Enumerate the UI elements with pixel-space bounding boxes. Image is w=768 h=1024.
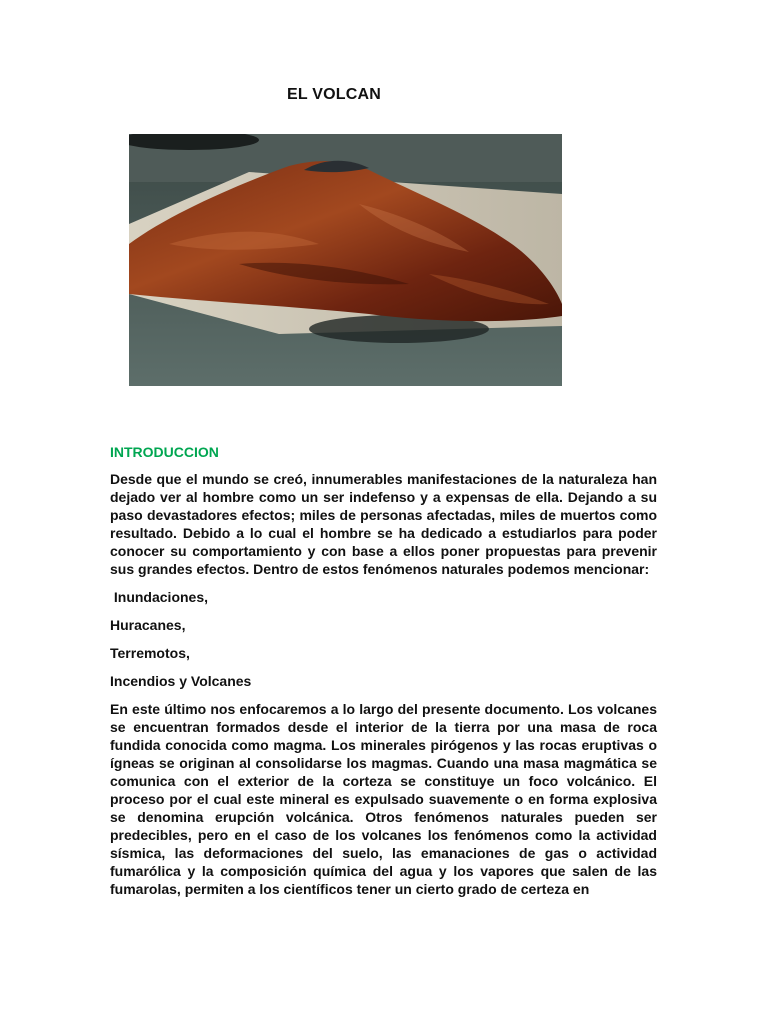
phenomenon-item: Inundaciones, [110, 589, 209, 605]
body-paragraph: En este último nos enfocaremos a lo largo del presente documento. Los volcanes se encuentran formados desde el interior de la tierra por una masa de roca fundida conocida como magma. Los minerales pirógenos y las rocas eruptivas o ígneas se originan al consolidarse los magmas. Cuando una masa magmática se comunica con el exterior de la corteza se constituye un foco volcánico. El proceso por el cual este mineral es expulsado suavemente o en forma explosiva se denomina erupción volcánica. Otros fenómenos naturales pueden ser predecibles, pero en el caso de los volcanes los fenómenos como la actividad sísmica, las deformaciones del suelo, las emanaciones de gas o actividad fumarólica y la composición química del agua y los vapores que salen de las fumarolas, permiten a los científicos tener un cierto grado de certeza en [110, 701, 657, 897]
intro-paragraph-text: Desde que el mundo se creó, innumerables manifestaciones de la naturaleza han dejado ver al hombre como un ser indefenso y a expensas de ella. Dejando a su paso devastadores efectos; miles de personas afectadas, miles de muertos como resultado. Debido a lo cual el hombre se ha dedicado a estudiarlos para poder conocer su comportamiento y con base a ellos poner propuestas para prevenir sus grandes efectos. [110, 471, 657, 577]
phenomenon-item: Huracanes, [110, 617, 186, 633]
phenomenon-item: Incendios y Volcanes [110, 673, 252, 689]
document-body [110, 470, 657, 898]
section-heading-introduccion: INTRODUCCION [110, 444, 219, 460]
phenomenon-item: Terremotos, [110, 645, 190, 661]
volcano-model-photo [129, 134, 562, 386]
list-intro-text: Dentro de estos fenómenos naturales podemos mencionar: [253, 561, 650, 577]
intro-paragraph [110, 470, 657, 578]
document-title: EL VOLCAN [287, 86, 381, 103]
